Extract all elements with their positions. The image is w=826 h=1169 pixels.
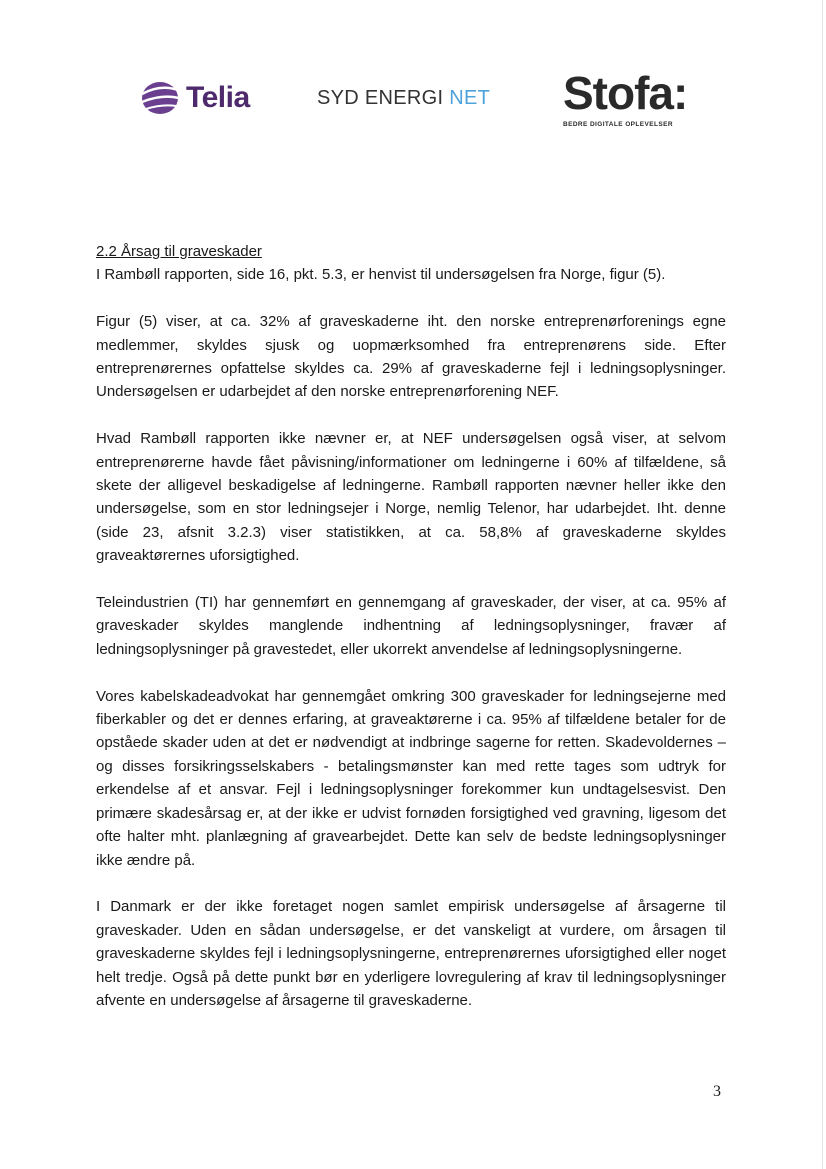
page-edge [822,0,823,1169]
stofa-tagline: BEDRE DIGITALE OPLEVELSER [563,121,673,128]
telia-wordmark: Telia [186,81,250,114]
document-body [96,240,726,1036]
stofa-logo [563,66,687,129]
syd-energi-text: SYD ENERGI [317,87,444,109]
logo-header [0,66,826,136]
syd-energi-net-text: NET [449,87,491,109]
page-number: 3 [713,1083,721,1100]
paragraph: Hvad Rambøll rapporten ikke nævner er, at NEF undersøgelsen også viser, at selvom entreprenørerne havde fået påvisning/informationer om ledningerne i 60% af tilfældene, så skete der alligevel beskadigelse af ledningerne. Rambøll rapporten nævner heller ikke den undersøgelse, som en stor ledningsejer i Norge, nemlig Telenor, har udarbejdet. Iht. denne (side 23, afsnit 3.2.3) viser statistikken, at ca. 58,8% af graveskaderne skyldes graveaktørernes uforsigtighed. [96,430,726,565]
section-heading: 2.2 Årsag til graveskader [96,243,262,260]
syd-energi-logo [317,86,490,110]
paragraph: Figur (5) viser, at ca. 32% af graveskaderne iht. den norske entreprenørforenings egne medlemmer, skyldes sjusk og uopmærksomhed fra entreprenørens side. Efter entreprenørernes opfattelse skyldes ca. 29% af graveskaderne fejl i ledningsoplysninger. Undersøgelsen er udarbejdet af den norske entreprenørforening NEF. [96,313,726,401]
telia-logo [138,76,250,120]
paragraph: I Rambøll rapporten, side 16, pkt. 5.3, er henvist til undersøgelsen fra Norge, figur (5). [96,266,666,284]
paragraph: Vores kabelskadeadvokat har gennemgået omkring 300 graveskader for ledningsejerne med fiberkabler og det er dennes erfaring, at graveaktørerne i ca. 95% af tilfældene betaler for de opståede skader uden at det er nødvendigt at indbringe sagerne for retten. Skadevoldernes – og disses forsikringsselskabers - betalingsmønster kan med rette tages som udtryk for erkendelse af et ansvar. Fejl i ledningsoplysninger forekommer kun undtagelsesvist. Den primære skadesårsag er, at der ikke er udvist fornøden forsigtighed ved gravning, ligesom det ofte halter mht. planlægning af gravearbejdet. Dette kan selv de bedste ledningsoplysninger ikke ændre på. [96,687,726,869]
paragraph: Teleindustrien (TI) har gennemført en gennemgang af graveskader, der viser, at ca. 95% af graveskader skyldes manglende indhentning af ledningsoplysninger, fravær af ledningsoplysninger på gravestedet, eller ukorrekt anvendelse af ledningsoplysningerne. [96,594,726,658]
paragraph: I Danmark er der ikke foretaget nogen samlet empirisk undersøgelse af årsagerne til graveskader. Uden en sådan undersøgelse, er det vanskeligt at vurdere, om årsagen til graveskaderne skyldes fejl i ledningsoplysningerne, entreprenørernes uforsigtighed eller noget helt tredje. Også på dette punkt bør en yderligere lovregulering af krav til ledningsoplysninger afvente en undersøgelse af årsagerne til graveskaderne. [96,898,726,1009]
telia-pebble-icon [138,76,182,120]
stofa-wordmark: Stofa: [563,67,688,119]
